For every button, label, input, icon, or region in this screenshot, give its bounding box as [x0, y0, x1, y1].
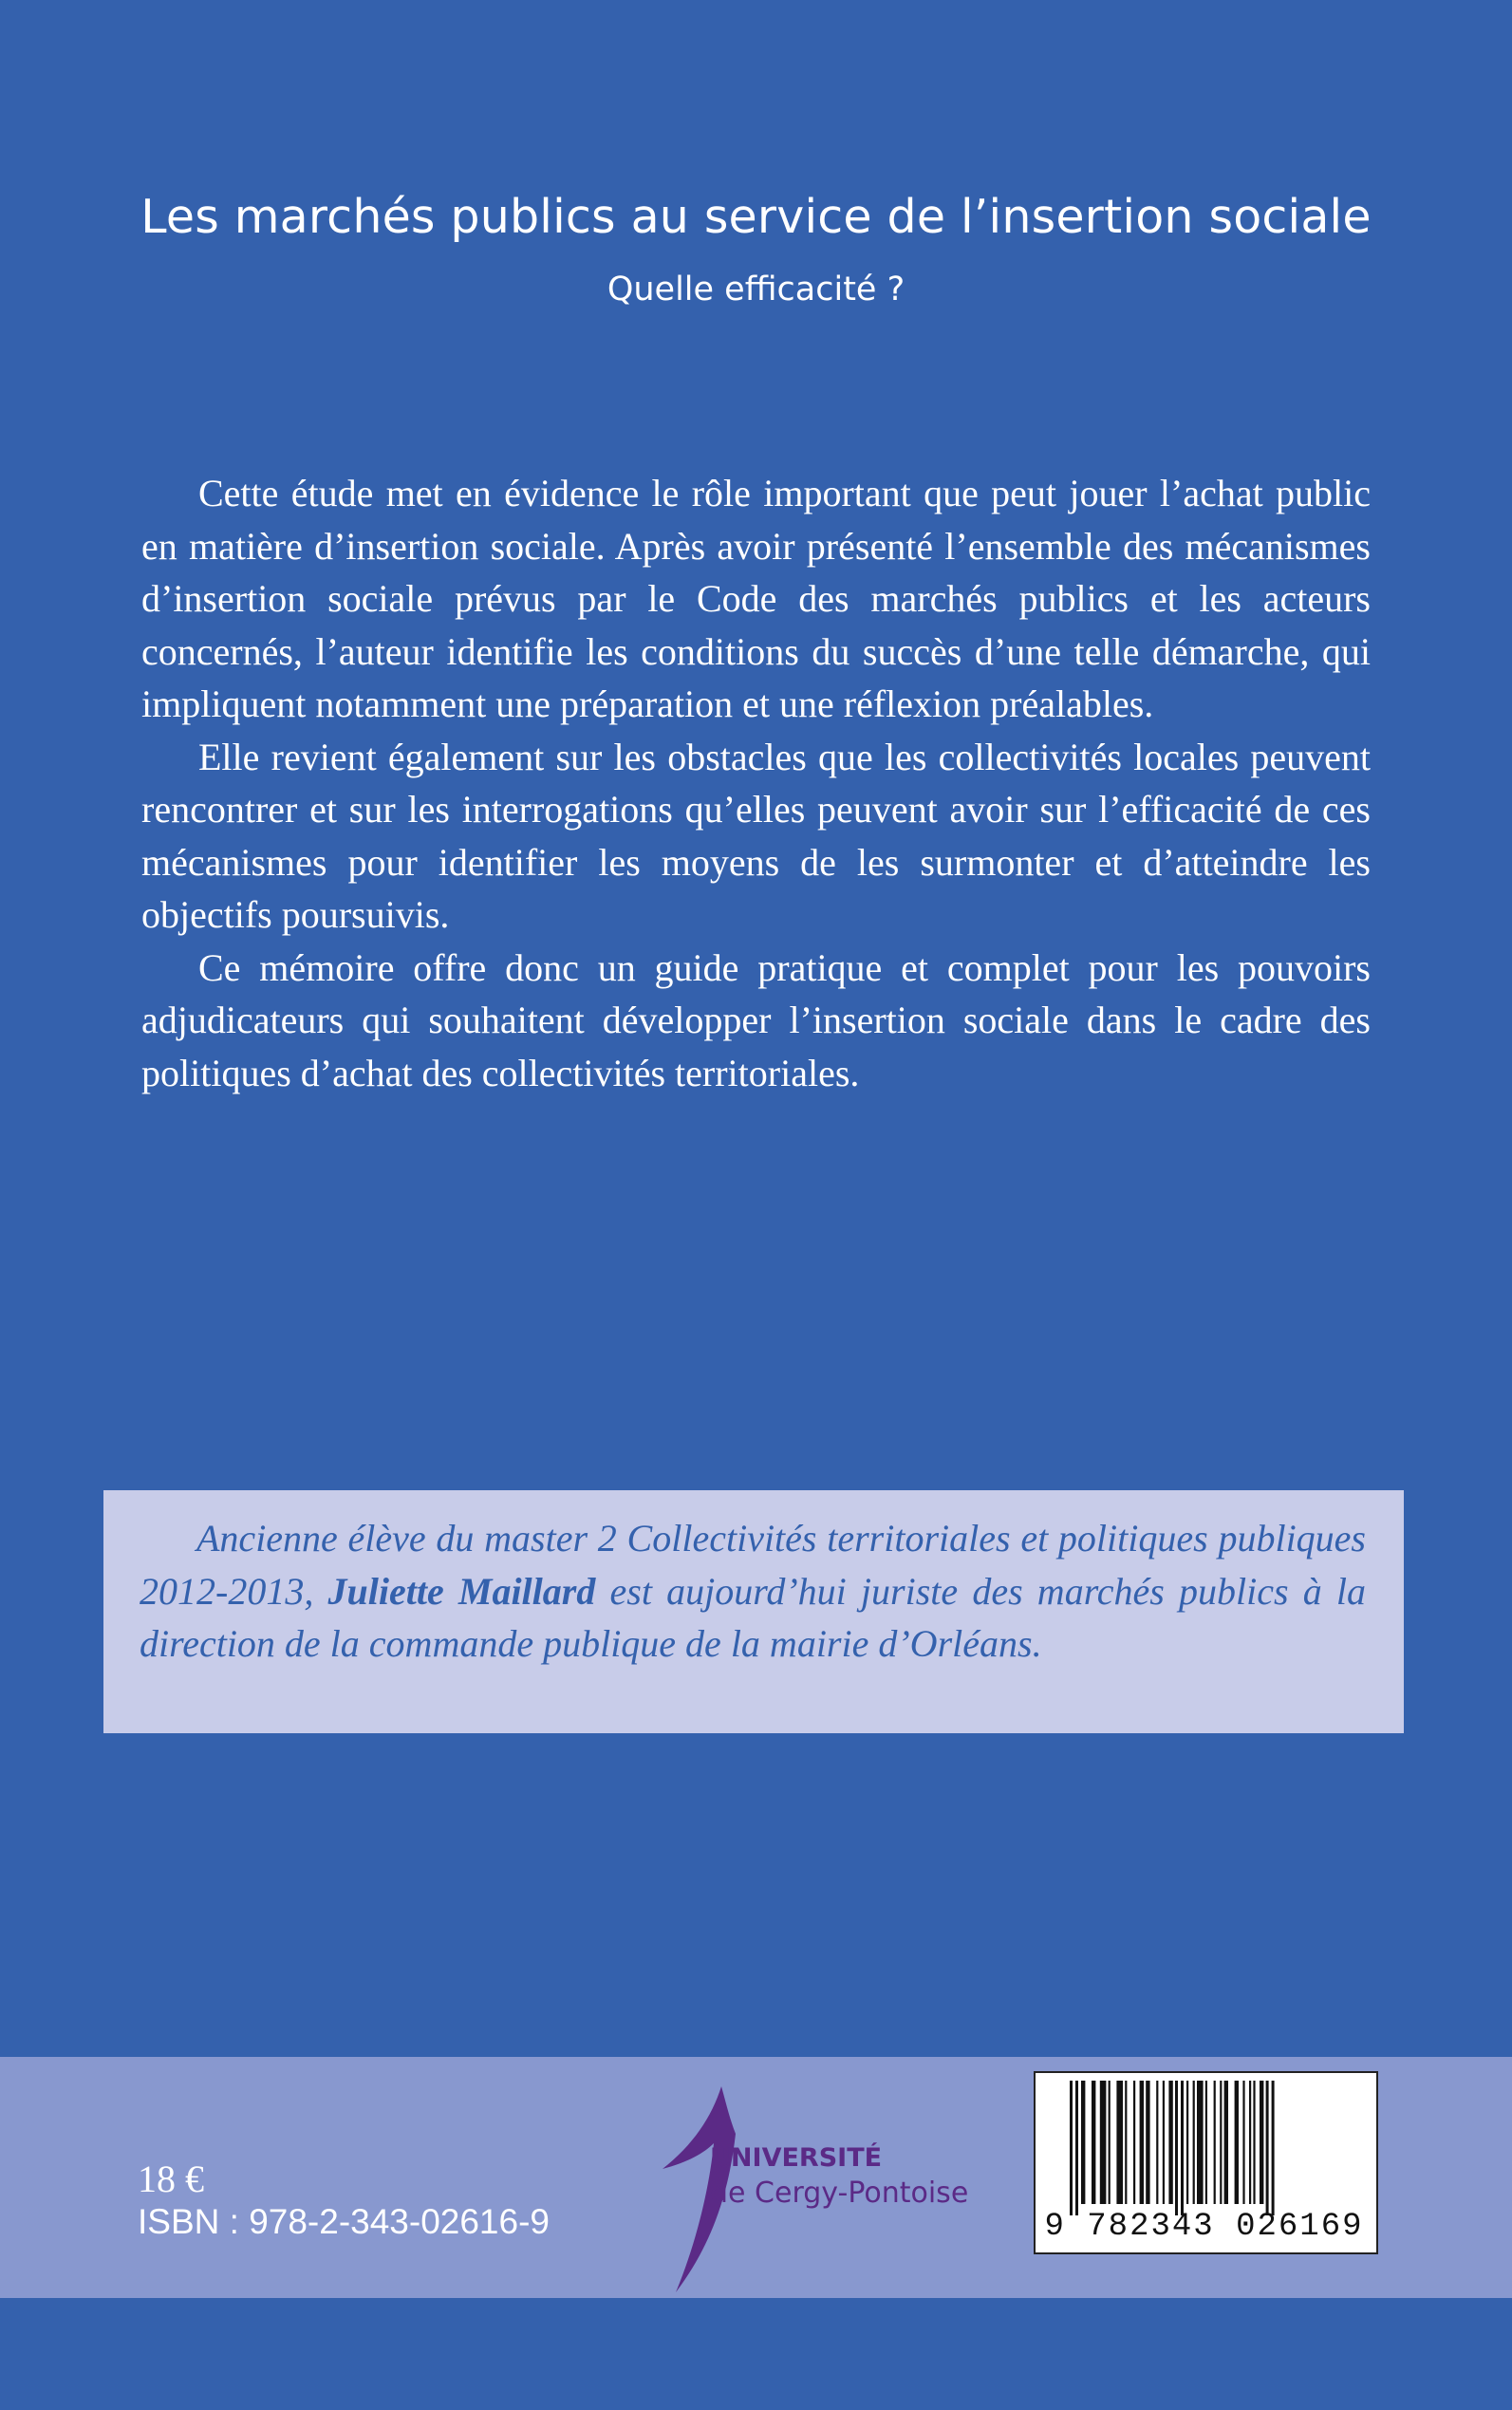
summary-text — [141, 467, 1371, 1099]
barcode-bar — [1140, 2081, 1144, 2204]
isbn: ISBN : 978-2-343-02616-9 — [138, 2202, 550, 2241]
barcode-bar — [1109, 2081, 1111, 2204]
summary-paragraph-1: Cette étude met en évidence le rôle important que peut jouer l’achat public en matière d’insertion sociale. Après avoir présenté l’ensemble des mécanismes d’insertion sociale prévus par le Code des marchés publics et les acteurs concernés, l’auteur identifie les conditions du succès d’une telle démarche, qui impliquent notamment une préparation et une réflexion préalables. — [141, 472, 1371, 725]
barcode-guard-bar — [1272, 2081, 1275, 2215]
barcode-bar — [1146, 2081, 1149, 2204]
barcode-bar — [1220, 2081, 1222, 2204]
author-name: Juliette Maillard — [327, 1569, 596, 1613]
barcode-guard-bar — [1175, 2081, 1178, 2215]
barcode-bar — [1133, 2081, 1135, 2204]
book-title: Les marchés publics au service de l’insertion sociale — [140, 190, 1372, 244]
author-bio-box — [103, 1490, 1404, 1733]
barcode-guard-bar — [1266, 2081, 1269, 2215]
barcode-guard-bar — [1181, 2081, 1184, 2215]
barcode-bar — [1249, 2081, 1251, 2204]
barcode-bar — [1100, 2081, 1107, 2204]
barcode-bar — [1197, 2081, 1204, 2204]
barcode-bar — [1214, 2081, 1216, 2204]
barcode-bar — [1224, 2081, 1228, 2204]
barcode-bar — [1168, 2081, 1172, 2204]
summary-paragraph-2: Elle revient également sur les obstacles que les collectivités locales peuvent rencontrer et sur les interrogations qu’elles peuvent avoir sur l’efficacité de ces mécanismes pour identifier les moyens de les surmonter et d’atteindre les objectifs poursuivis. — [141, 735, 1371, 936]
university-name: UNIVERSITÉ — [710, 2143, 883, 2173]
barcode-bar — [1260, 2081, 1263, 2204]
book-subtitle: Quelle efficacité ? — [607, 271, 905, 308]
author-bio-rest: est aujourd’hui juriste des marchés publics à la direction de la commande publique de la mairie d’Orléans. — [140, 1569, 1367, 1665]
price: 18 € — [138, 2158, 204, 2200]
barcode-guard-bar — [1075, 2081, 1078, 2215]
barcode-bar — [1081, 2081, 1085, 2204]
summary-paragraph-3: Ce mémoire offre donc un guide pratique et complet pour les pouvoirs adjudicateurs qui souhaitent développer l’insertion sociale dans le cadre des politiques d’achat des collectivités territoriales. — [141, 945, 1371, 1094]
barcode-bar — [1193, 2081, 1195, 2204]
barcode-guard-bar — [1070, 2081, 1073, 2215]
barcode-bar — [1163, 2081, 1165, 2204]
barcode-bar — [1125, 2081, 1127, 2204]
university-location: de Cergy-Pontoise — [710, 2176, 969, 2210]
barcode-bar — [1205, 2081, 1207, 2204]
author-bio-intro: Ancienne élève du master 2 Collectivités territoriales et politiques publiques 2012-2013, — [140, 1517, 1366, 1613]
barcode-bar — [1116, 2081, 1123, 2204]
barcode-bar — [1242, 2081, 1244, 2204]
barcode-bar — [1156, 2081, 1158, 2204]
barcode-digits: 9 782343 026169 — [1044, 2209, 1364, 2245]
title-block — [0, 190, 1512, 308]
barcode-bar — [1186, 2081, 1188, 2204]
author-bio — [140, 1512, 1366, 1671]
barcode-bar — [1235, 2081, 1239, 2204]
barcode-bar — [1092, 2081, 1095, 2204]
barcode-bar — [1253, 2081, 1255, 2204]
